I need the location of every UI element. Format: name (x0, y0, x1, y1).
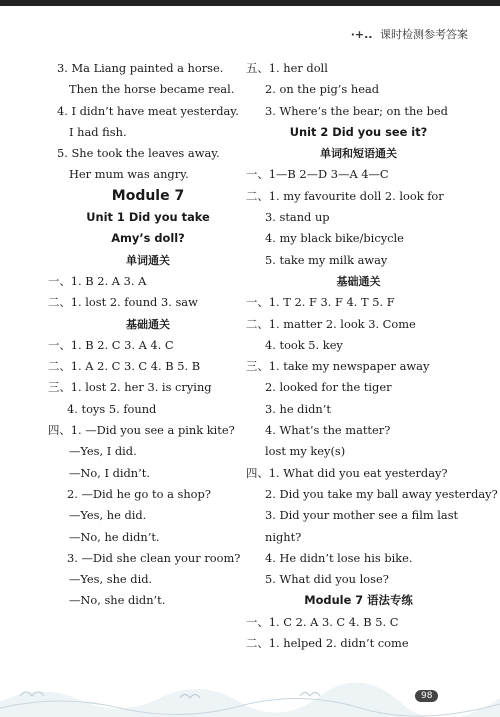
right-answer-line: 4. He didn’t lose his bike. (265, 550, 413, 565)
right-answer-line: 一、1—B 2—D 3—A 4—C (246, 167, 389, 182)
right-answer-line: 四、1. What did you eat yesterday? (246, 465, 448, 480)
right-answer-line: Unit 2 Did you see it? (289, 124, 428, 139)
left-answer-line: 一、1. B 2. A 3. A (48, 273, 147, 288)
left-answer-line: 基础通关 (126, 317, 170, 331)
left-answer-line: Amy’s doll? (111, 231, 185, 246)
left-answer-line: 4. I didn’t have meat yesterday. (57, 103, 239, 118)
right-answer-line: Module 7 语法专练 (304, 593, 413, 608)
left-answer-line: 单词通关 (126, 253, 170, 267)
right-answer-line: 一、1. C 2. A 3. C 4. B 5. C (246, 614, 399, 629)
right-answer-line: 3. Did your mother see a film last (265, 508, 459, 523)
left-answer-line: —No, he didn’t. (69, 529, 160, 544)
left-answer-line: 5. She took the leaves away. (57, 146, 220, 161)
right-answer-line: 基础通关 (336, 274, 381, 288)
left-answer-line: —No, I didn’t. (69, 465, 150, 480)
left-answer-line: —Yes, he did. (69, 508, 147, 523)
page-header (351, 26, 468, 42)
left-answer-line: 4. toys 5. found (67, 401, 157, 416)
page-number: 98 (415, 690, 438, 702)
left-answer-line: 3. Ma Liang painted a horse. (57, 61, 224, 75)
right-answer-line: 一、1. T 2. F 3. F 4. T 5. F (246, 295, 395, 310)
right-answer-line: 二、1. matter 2. look 3. Come (246, 316, 416, 331)
left-answer-line: Then the horse became real. (69, 82, 235, 97)
right-answer-line: 2. Did you take my ball away yesterday? (265, 486, 498, 501)
right-answer-line: 单词和短语通关 (320, 147, 397, 161)
right-answer-line: night? (265, 529, 302, 544)
right-answer-line: 4. What’s the matter? (265, 423, 391, 438)
left-answer-line: 3. —Did she clean your room? (67, 550, 241, 565)
left-answer-line: I had fish. (69, 124, 127, 139)
left-answer-line: Unit 1 Did you take (86, 210, 210, 225)
right-answer-line: 5. take my milk away (265, 252, 388, 267)
left-answer-line: 二、1. lost 2. found 3. saw (48, 295, 198, 310)
left-answer-line: 四、1. —Did you see a pink kite? (48, 423, 235, 438)
left-answer-line: —No, she didn’t. (69, 593, 166, 608)
left-answer-line: —Yes, I did. (69, 444, 137, 459)
left-answer-line: 二、1. A 2. C 3. C 4. B 5. B (48, 359, 201, 374)
left-column (48, 58, 248, 612)
right-answer-line: 3. he didn’t (265, 401, 331, 416)
right-answer-line: 3. Where’s the bear; on the bed (265, 103, 448, 118)
right-answer-line: 二、1. my favourite doll 2. look for (246, 188, 444, 203)
right-answer-line: 2. looked for the tiger (265, 380, 392, 395)
left-answer-line: —Yes, she did. (69, 572, 153, 587)
right-answer-line: 三、1. take my newspaper away (246, 359, 430, 374)
right-column (246, 58, 498, 654)
top-rule (0, 0, 500, 6)
right-answer-line: lost my key(s) (265, 444, 346, 459)
left-answer-line: 2. —Did he go to a shop? (67, 486, 211, 501)
header-sparkle: ·+.. (350, 28, 373, 41)
left-answer-line: 一、1. B 2. C 3. A 4. C (48, 337, 174, 352)
right-answer-line: 2. on the pig’s head (265, 82, 380, 97)
right-answer-line: 3. stand up (265, 210, 330, 225)
right-answer-line: 五、1. her doll (246, 61, 328, 75)
left-answer-line: Her mum was angry. (69, 167, 189, 182)
right-answer-line: 二、1. helped 2. didn’t come (246, 636, 409, 651)
right-answer-line: 4. took 5. key (265, 337, 343, 352)
right-answer-line: 4. my black bike/bicycle (265, 231, 404, 246)
left-answer-line: 三、1. lost 2. her 3. is crying (48, 380, 212, 395)
right-answer-line: 5. What did you lose? (265, 572, 389, 587)
header-title: 课时检测参考答案 (380, 28, 468, 41)
left-answer-line: Module 7 (111, 187, 185, 204)
